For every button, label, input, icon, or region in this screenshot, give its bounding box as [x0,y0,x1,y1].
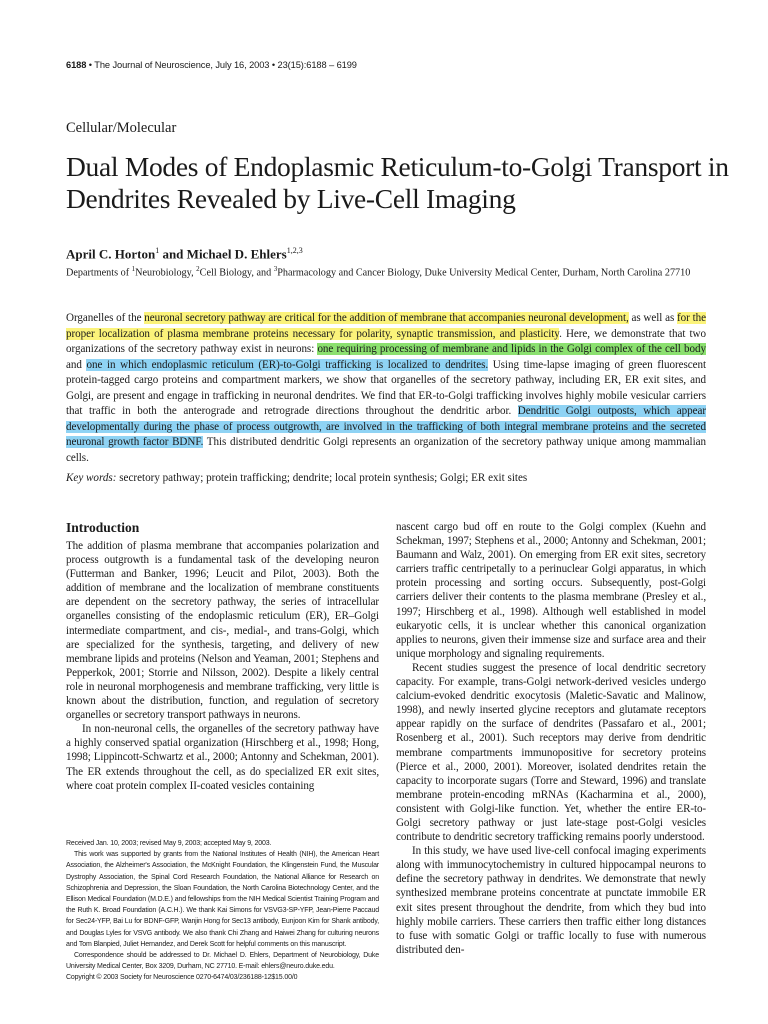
affil-1: Neurobiology, [135,267,197,279]
running-head [66,60,357,70]
abstract-text: This distributed dendritic Golgi represents an organization of the secretory pathway unique among mammalian cells. [66,436,706,464]
intro-paragraph: nascent cargo bud off en route to the Golgi complex (Kuehn and Schekman, 1997; Stephens et al., 2000; Antonny and Schekman, 2001; Baumann and Walz, 2001). On emerging from ER exit sites, secretory carriers traffic centripetally to a perinuclear Golgi apparatus, in which protein processing and sorting occurs. Subsequently, post-Golgi carriers deliver their contents to the plasma membrane (Presley et al., 1997; Hirschberg et al., 1998). Although well established in model eukaryotic cells, it is unclear whether this canonical organization applies to neurons, given their immense size and surface area and their unique morphology and signaling requirements. [396,521,706,660]
journal-citation: • The Journal of Neuroscience, July 16, 2003 • 23(15):6188 – 6199 [86,60,357,70]
intro-paragraph: In non-neuronal cells, the organelles of the secretory pathway have a highly conserved spatial organization (Hirschberg et al., 1998; Hong, 1998; Lippincott-Schwartz et al., 2000; Antonny and Schekman, 2001). The ER extends throughout the cell, as do specialized ER exit sites, where coat protein complex II-coated vesicles containing [66,723,379,792]
abstract-text: as well as [628,312,678,324]
keywords-label: Key words: [66,472,117,484]
affiliations [66,265,690,278]
abstract [66,311,706,466]
left-column [66,520,379,793]
right-column [396,520,706,957]
page-number: 6188 [66,60,87,70]
author-2: Michael D. Ehlers [186,246,287,262]
authors [66,246,303,262]
author-1: April C. Horton [66,246,156,262]
keywords [66,472,706,484]
highlight-blue: Dendritic Golgi outposts, which appear developmentally during the phase of process outgrowth, are involved in the trafficking of both integral membrane proteins and the secreted neuronal growth factor BDNF. [66,405,706,448]
intro-paragraph: The addition of plasma membrane that accompanies polarization and process outgrowth is a fundamental task of the developing neuron (Futterman and Banker, 1996; Leucit and Pilot, 2003). Both the addition of membrane and the localization of membrane constituents are dependent on the secretory pathway, the series of intracellular organelles consisting of the endoplasmic reticulum (ER), ER–Golgi intermediate compartment, and cis-, medial-, and trans-Golgi, which are specialized for the synthesis, targeting, and delivery of new membrane lipids and proteins (Nelson and Yeaman, 2001; Stephens and Pepperkok, 2001; Storrie and Nilsson, 2002). Despite a likely central role in neuronal morphogenesis and membrane trafficking, very little is known about the distribution, function, and regulation of secretory organelles or secretory transport pathways in neurons. [66,540,379,722]
affil-sup-1: 1 [131,265,136,273]
received-dates: Received Jan. 10, 2003; revised May 9, 2003; accepted May 9, 2003. [66,840,272,847]
author-conjunction: and [159,246,187,262]
keywords-list: secretory pathway; protein trafficking; dendrite; local protein synthesis; Golgi; ER exit sites [116,472,528,484]
affil-sup-3: 3 [273,265,278,273]
intro-paragraph: In this study, we have used live-cell confocal imaging experiments along with immunocytochemistry in cultured hippocampal neurons to define the secretory pathway in dendrites. We demonstrate that newly synthesized membrane proteins concentrate at punctate immobile ER exit sites present throughout the dendrite, from which they bud into highly mobile carriers. These carriers then traffic either long distances to fuse with somatic Golgi or traffic locally to fuse with numerous distributed den- [396,845,706,956]
intro-paragraph: Recent studies suggest the presence of local dendritic secretory capacity. For example, trans-Golgi network-derived vesicles undergo calcium-evoked dendritic exocytosis (Maletic-Savatic and Malinow, 1998), and newly inserted glycine receptors and glutamate receptors appear rapidly on the surface of dendrites (Passafaro et al., 2001; Rosenberg et al., 2001). Such receptors may derive from dendritic membrane compartments immunopositive for secretory proteins (Pierce et al., 2000, 2001). Moreover, isolated dendrites retain the capacity to incorporate sugars (Torre and Steward, 1996) and translate membrane protein-encoding mRNAs (Kacharmina et al., 2000), consistent with Golgi-like function. Yet, whether the entire ER-to-Golgi secretory pathway or just late-stage post-Golgi vesicles contribute to dendritic secretory trafficking remains poorly understood. [396,661,706,844]
correspondence-note: Correspondence should be addressed to Dr. Michael D. Ehlers, Department of Neurobiology, Duke University Medical Center, Box 3209, Durham, NC 27710. E-mail: ehlers@neuro.duke.edu. [66,952,379,971]
affil-3: Pharmacology and Cancer Biology, Duke University Medical Center, Durham, North Carolina 27710 [277,267,691,279]
affil-prefix: Departments of [66,267,132,279]
affil-2: Cell Biology, and [199,267,274,279]
section-label: Cellular/Molecular [66,120,177,136]
highlight-yellow: for the proper localization of plasma membrane proteins necessary for polarity, synaptic transmission, and plasticity [66,312,706,340]
author-2-affil: 1,2,3 [286,246,303,255]
abstract-text: Organelles of the [66,312,145,324]
author-1-affil: 1 [155,246,160,255]
copyright-note: Copyright © 2003 Society for Neuroscience 0270-6474/03/236188-12$15.00/0 [66,974,298,982]
affil-sup-2: 2 [196,265,200,273]
abstract-text: Using time-lapse imaging of green fluorescent protein-tagged cargo proteins and compartment markers, we show that organelles of the secretory pathway, including ER, ER exit sites, and Golgi, are present and engage in trafficking in neuronal dendrites. We find that ER-to-Golgi trafficking involves highly mobile vesicular carriers that traffic in both the anterograde and retrograde directions throughout the dendritic arbor. [66,358,707,417]
footnotes [66,838,379,984]
funding-note: This work was supported by grants from the National Institutes of Health (NIH), the American Heart Association, the Alzheimer's Association, the McKnight Foundation, the Klingenstein Fund, the Muscular Dystrophy Association, the Spinal Cord Research Foundation, the National Alliance for Research on Schizophrenia and Depression, the Sloan Foundation, the North Carolina Biotechnology Center, and the Ellison Medical Foundation (M.D.E.) and fellowships from the NIH Medical Scientist Training Program and the Ruth K. Broad Foundation (A.C.H.). We thank Kai Simons for VSVG3-SP-YFP, Jean-Pierre Paccaud for Sec24-YFP, Bai Lu for BDNF-GFP, Wanjin Hong for Sec13 antibody, Eunjoon Kim for Shank antibody, and Douglas Lyles for VSVG antibody. We also thank Chi Zhang and Haiwei Zhang for culturing neurons and Tom Blanpied, Juliet Hernandez, and Derek Scott for helpful comments on this manuscript. [66,851,379,948]
abstract-text: . Here, we demonstrate that two organizations of the secretory pathway exist in neurons: [66,327,706,355]
highlight-green: one requiring processing of membrane and lipids in the Golgi complex of the cell body [317,343,707,355]
article-title: Dual Modes of Endoplasmic Reticulum-to-Golgi Transport in Dendrites Revealed by Live-Cell Imaging [66,151,729,214]
abstract-text: and [66,358,87,371]
highlight-blue: one in which endoplasmic reticulum (ER)-to-Golgi trafficking is localized to dendrites. [86,358,489,371]
highlight-yellow: neuronal secretory pathway are critical for the addition of membrane that accompanies neuronal development, [144,312,629,324]
introduction-heading: Introduction [66,520,140,535]
